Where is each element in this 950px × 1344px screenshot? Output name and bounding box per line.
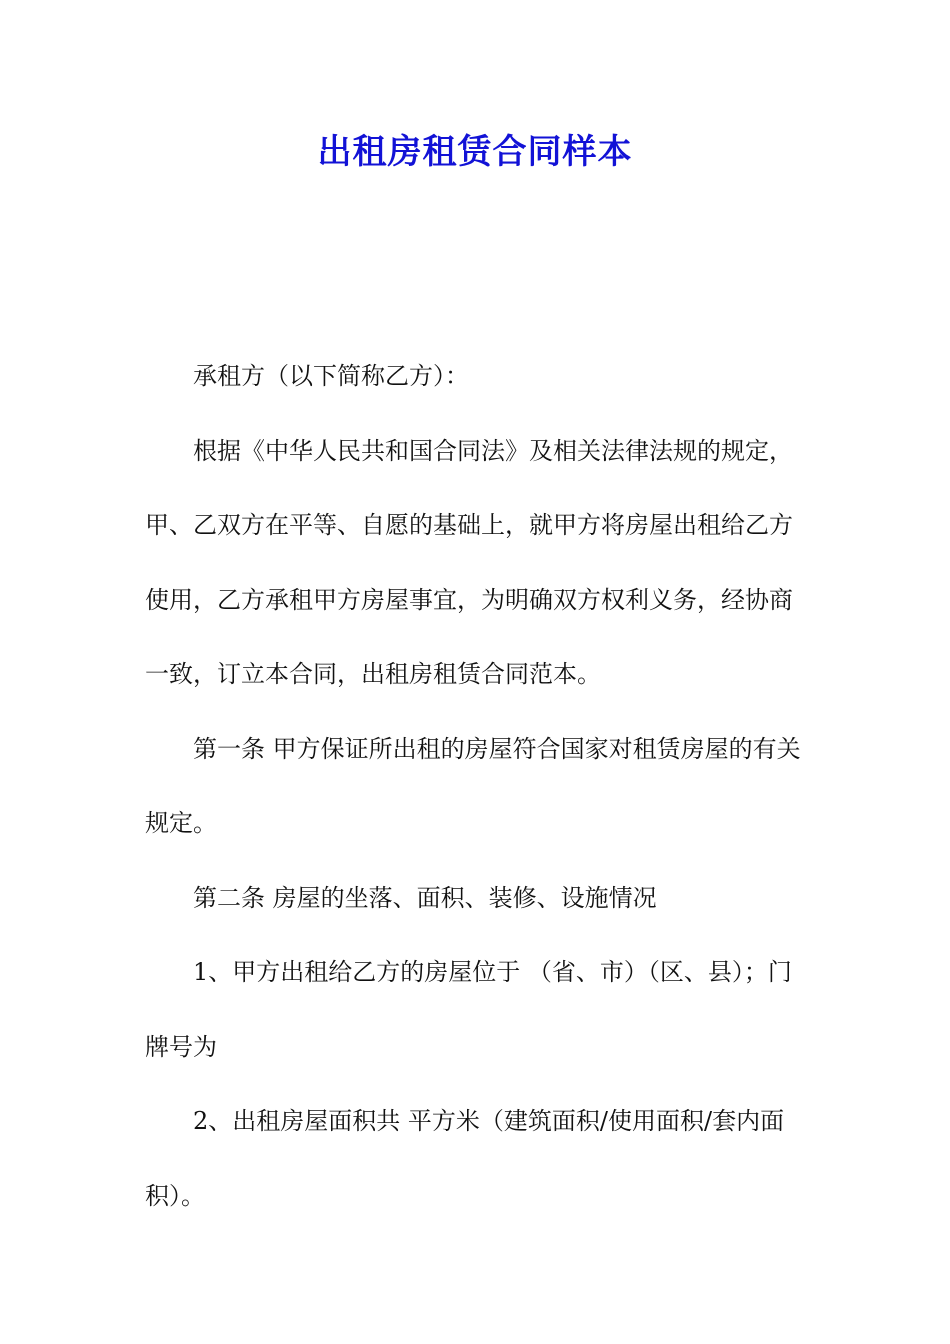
paragraph-article-1: 第一条 甲方保证所出租的房屋符合国家对租赁房屋的有关规定。: [145, 734, 801, 837]
paragraph-article-2-heading: 第二条 房屋的坐落、面积、装修、设施情况: [193, 883, 657, 912]
paragraph-preamble: 根据《中华人民共和国合同法》及相关法律法规的规定，甲、乙双方在平等、自愿的基础上，就甲方将房屋出租给乙方使用，乙方承租甲方房屋事宜，为明确双方权利义务，经协商一致，订立本合同，出租房租赁合同范本。: [145, 436, 793, 688]
paragraph-lessee: 承租方（以下简称乙方）：: [193, 362, 469, 390]
document-title: 出租房租赁合同样本: [317, 132, 633, 172]
paragraph-item-2-area: 2、出租房屋面积共 平方米（建筑面积/使用面积/套内面积）。: [145, 1107, 785, 1210]
paragraph-item-1-location: 1、甲方出租给乙方的房屋位于 （省、市）（区、县）；门牌号为: [145, 958, 792, 1061]
document-body: [145, 339, 810, 1233]
